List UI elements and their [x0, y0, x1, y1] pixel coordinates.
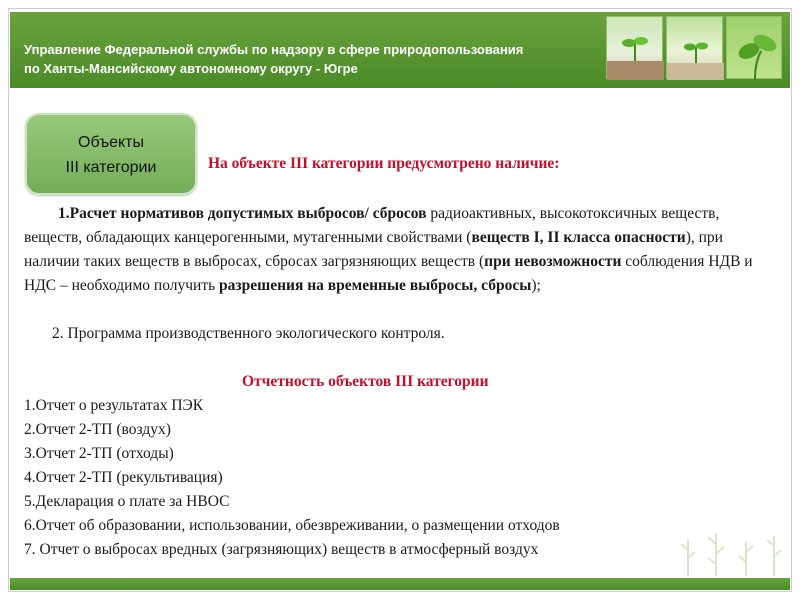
- section-heading-requirements: На объекте III категории предусмотрено наличие:: [208, 155, 560, 172]
- category-badge: [25, 113, 197, 195]
- plants-decoration: [676, 520, 786, 576]
- badge-line2: III категории: [65, 159, 157, 176]
- report-item: 6.Отчет об образовании, использовании, обезвреживании, о размещении отходов: [24, 517, 560, 534]
- badge-line1: Объекты: [78, 134, 144, 151]
- footer-bar: [10, 578, 790, 590]
- report-item: 3.Отчет 2-ТП (отходы): [24, 445, 174, 462]
- header-title: [24, 40, 604, 78]
- item1-bold-a: 1.Расчет нормативов допустимых выбросов/ сбросов: [58, 205, 427, 222]
- report-item: 7. Отчет о выбросах вредных (загрязняющих) веществ в атмосферный воздух: [24, 541, 539, 558]
- header-title-line1: Управление Федеральной службы по надзору в сфере природопользования: [24, 42, 524, 57]
- requirement-item-1: [24, 202, 780, 298]
- seedling-photo-2: [666, 16, 723, 79]
- item1-text-b: радиоактивных, высокотоксичных веществ, веществ, обладающих канцерогенными, мутагенными свойствами (: [24, 205, 720, 246]
- report-item: 2.Отчет 2-ТП (воздух): [24, 421, 171, 438]
- item1-bold-g: разрешения на временные выбросы, сбросы: [219, 277, 532, 294]
- item1-text-d: ), при наличии таких веществ в выбросах, сбросах загрязняющих веществ (: [24, 229, 723, 270]
- leaf-photo: [726, 16, 782, 79]
- report-item: 1.Отчет о результатах ПЭК: [24, 397, 204, 414]
- item1-text-f: соблюдения НДВ и НДС – необходимо получить: [24, 253, 753, 294]
- item1-bold-e: при невозможности: [484, 253, 622, 270]
- item1-bold-c: веществ I, II класса опасности: [471, 229, 686, 246]
- header-title-line2: по Ханты-Мансийскому автономному округу - Югре: [24, 61, 358, 76]
- item1-text-h: );: [531, 277, 541, 294]
- report-item: 4.Отчет 2-ТП (рекультивация): [24, 469, 223, 486]
- section-heading-reporting: Отчетность объектов III категории: [242, 373, 489, 390]
- report-item: 5.Декларация о плате за НВОС: [24, 493, 230, 510]
- requirement-item-2: 2. Программа производственного экологического контроля.: [52, 325, 445, 342]
- seedling-photo-1: [606, 16, 663, 79]
